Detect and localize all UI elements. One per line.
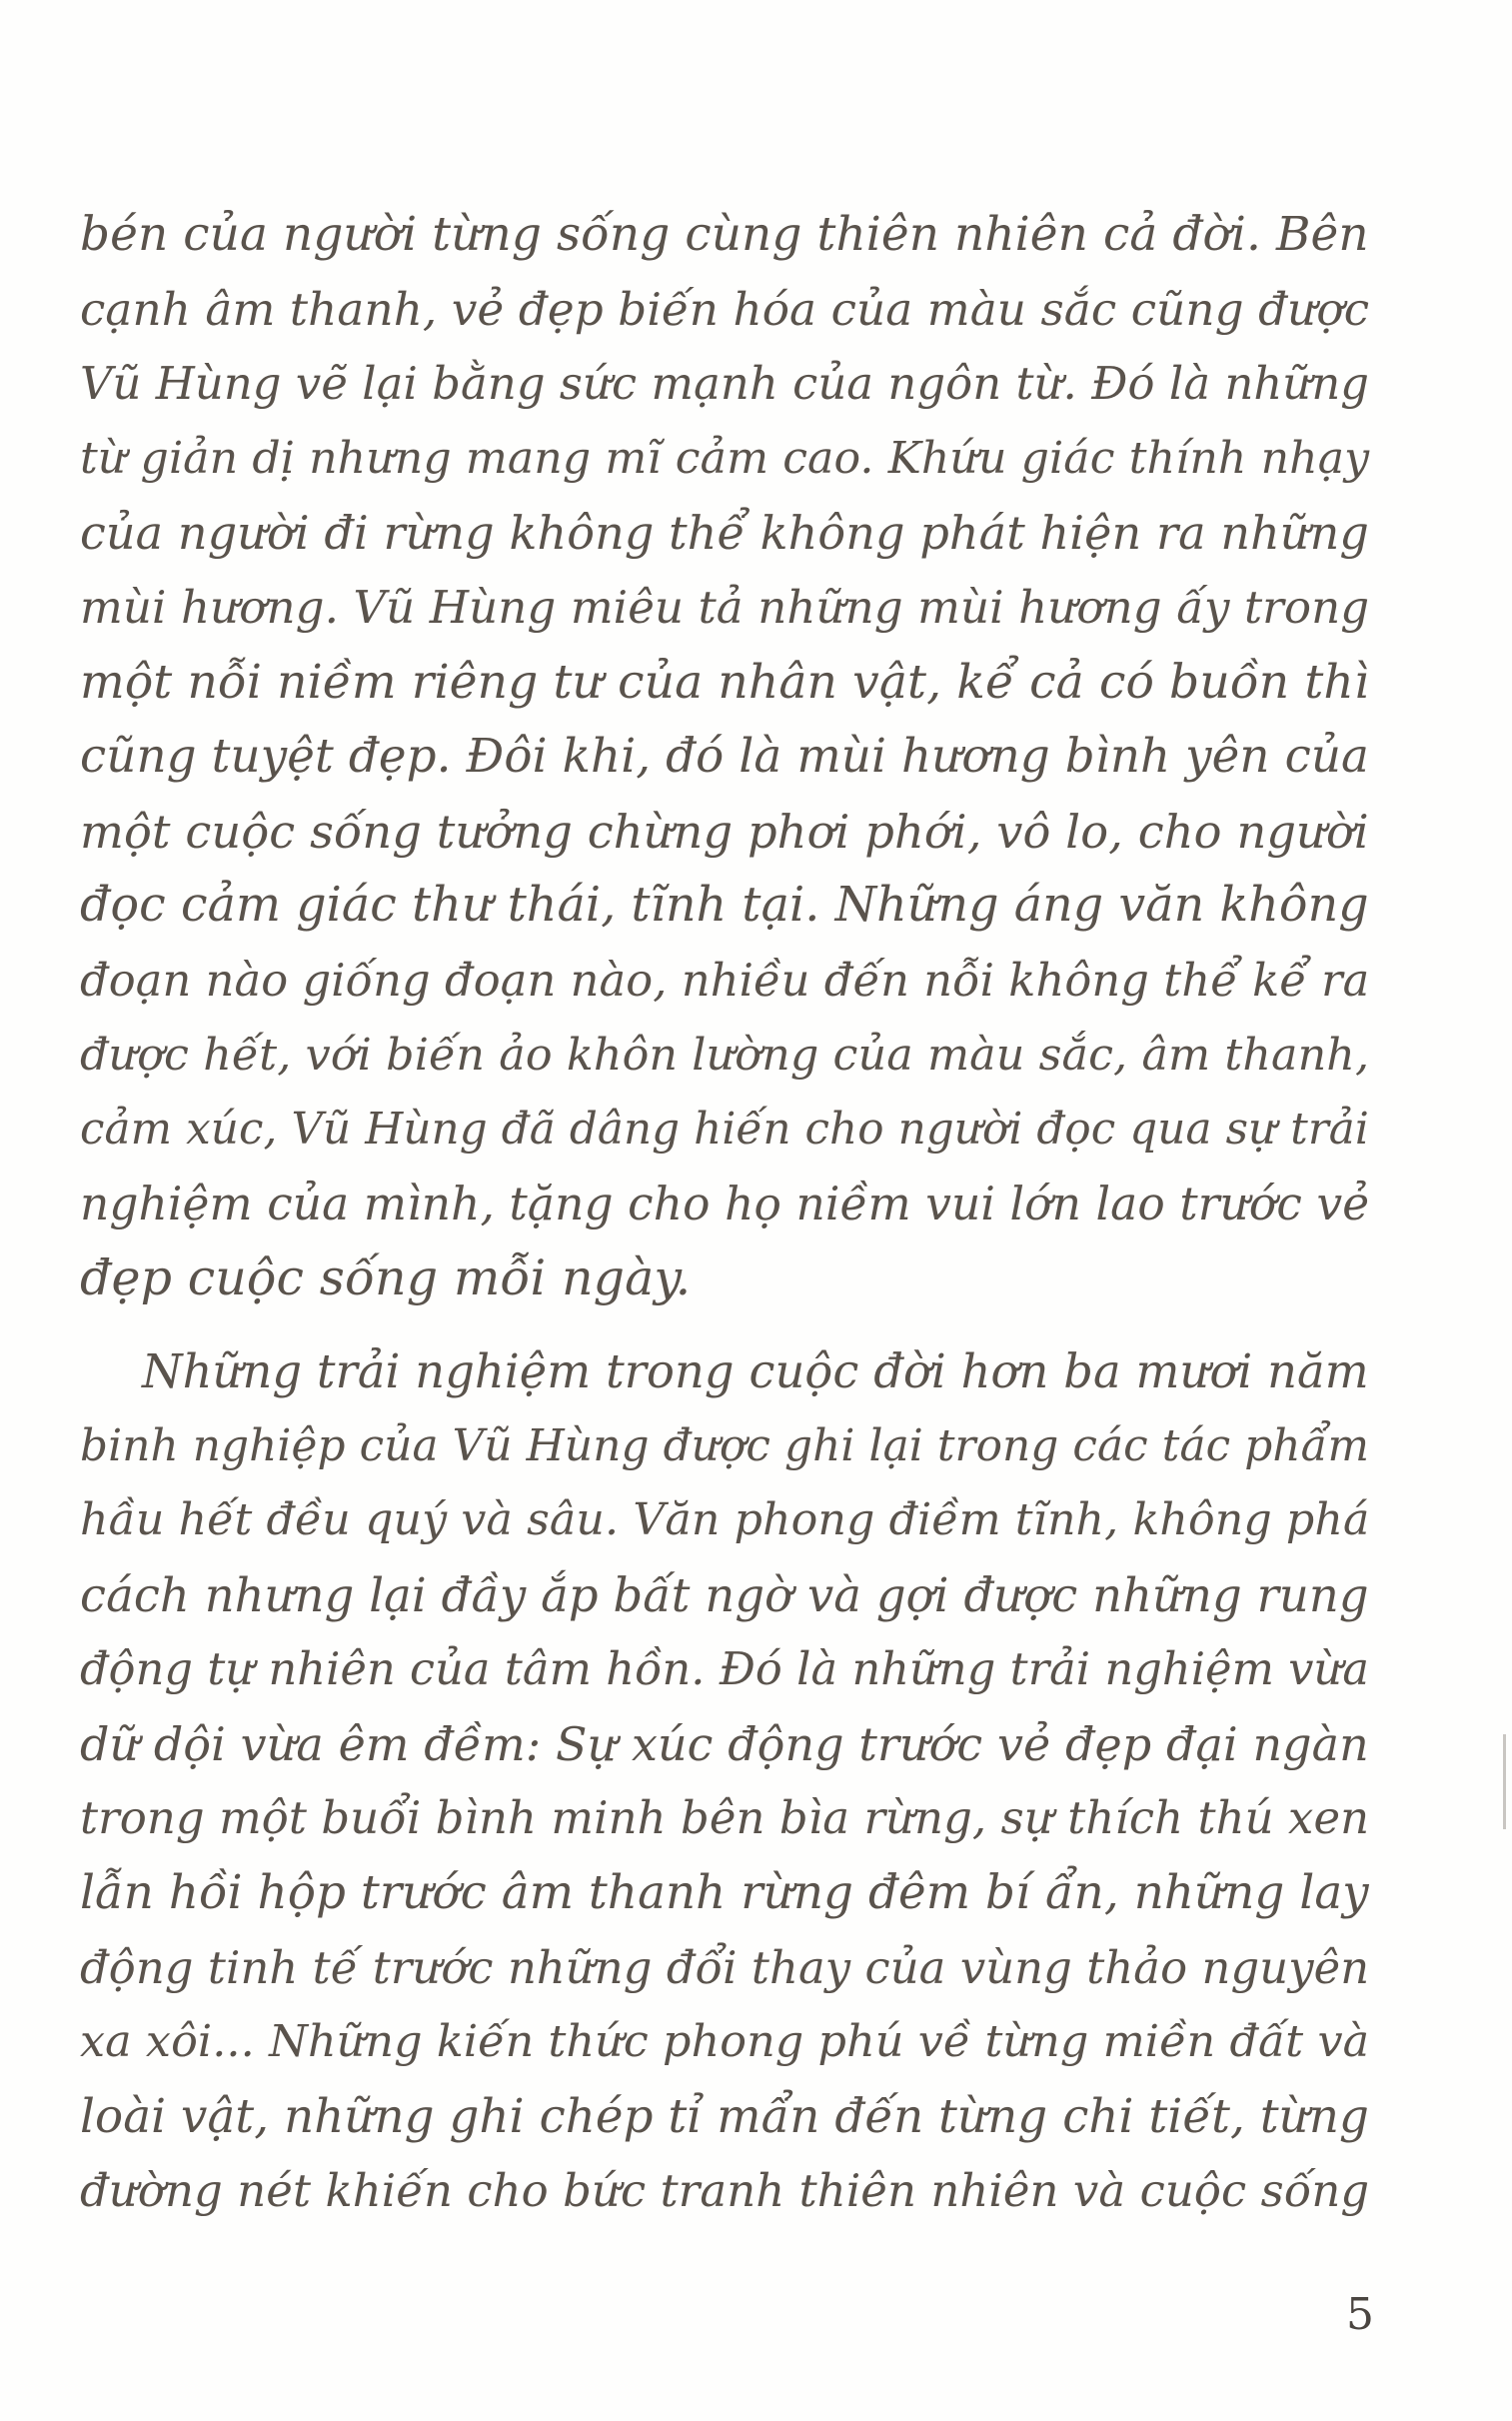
text-line: trong một buổi bình minh bên bìa rừng, sự thích thú xen (80, 1791, 1370, 1845)
text-line: dữ dội vừa êm đềm: Sự xúc động trước vẻ đẹp đại ngàn (80, 1716, 1369, 1771)
text-line: đẹp cuộc sống mỗi ngày. (80, 1249, 692, 1307)
text-line: bén của người từng sống cùng thiên nhiên cả đời. Bên (80, 207, 1369, 262)
text-line: xa xôi... Những kiến thức phong phú về từng miền đất và (80, 2016, 1370, 2068)
text-line: được hết, với biến ảo khôn lường của màu sắc, âm thanh, (80, 1029, 1370, 1081)
text-line: mùi hương. Vũ Hùng miêu tả những mùi hương ấy trong (80, 580, 1370, 634)
text-line: cảm xúc, Vũ Hùng đã dâng hiến cho người đọc qua sự trải (80, 1104, 1369, 1156)
text-line: Vũ Hùng vẽ lại bằng sức mạnh của ngôn từ. Đó là những (80, 357, 1370, 411)
text-line: hầu hết đều quý và sâu. Văn phong điềm tĩnh, không phá (80, 1494, 1370, 1546)
text-line: loài vật, những ghi chép tỉ mẩn đến từng chi tiết, từng (80, 2089, 1369, 2144)
paragraph-1 (80, 198, 1369, 1316)
text-line: cách nhưng lại đầy ắp bất ngờ và gợi được những rung (80, 1567, 1369, 1622)
text-line: của người đi rừng không thể không phát hiện ra những (80, 506, 1369, 561)
text-line: một nỗi niềm riêng tư của nhân vật, kể cả có buồn thì (80, 654, 1370, 710)
text-line: đọc cảm giác thư thái, tĩnh tại. Những áng văn không (80, 878, 1369, 934)
paragraph-spacer (80, 1316, 1369, 1334)
text-line: Những trải nghiệm trong cuộc đời hơn ba mươi năm (142, 1343, 1369, 1398)
text-line: cạnh âm thanh, vẻ đẹp biến hóa của màu sắc cũng được (80, 282, 1370, 336)
text-line: lẫn hồi hộp trước âm thanh rừng đêm bí ẩn, những lay (80, 1866, 1369, 1921)
page-number: 5 (1346, 2289, 1374, 2340)
text-line: động tinh tế trước những đổi thay của vùng thảo nguyên (80, 1940, 1370, 1994)
text-line: nghiệm của mình, tặng cho họ niềm vui lớn lao trước vẻ (80, 1177, 1370, 1230)
body-text (80, 198, 1369, 2229)
text-line: đoạn nào giống đoạn nào, nhiều đến nỗi không thể kể ra (80, 954, 1370, 1007)
page-edge-mark (1503, 1734, 1506, 1829)
text-line: từ giản dị nhưng mang mĩ cảm cao. Khứu giác thính nhạy (80, 432, 1370, 484)
paragraph-2 (80, 1334, 1369, 2229)
text-line: động tự nhiên của tâm hồn. Đó là những trải nghiệm vừa (80, 1643, 1370, 1696)
text-line: một cuộc sống tưởng chừng phơi phới, vô lo, cho người (80, 804, 1369, 859)
text-line: đường nét khiến cho bức tranh thiên nhiên và cuộc sống (80, 2164, 1370, 2218)
text-line: cũng tuyệt đẹp. Đôi khi, đó là mùi hương bình yên của (80, 730, 1370, 785)
text-line: binh nghiệp của Vũ Hùng được ghi lại trong các tác phẩm (80, 1419, 1370, 1471)
